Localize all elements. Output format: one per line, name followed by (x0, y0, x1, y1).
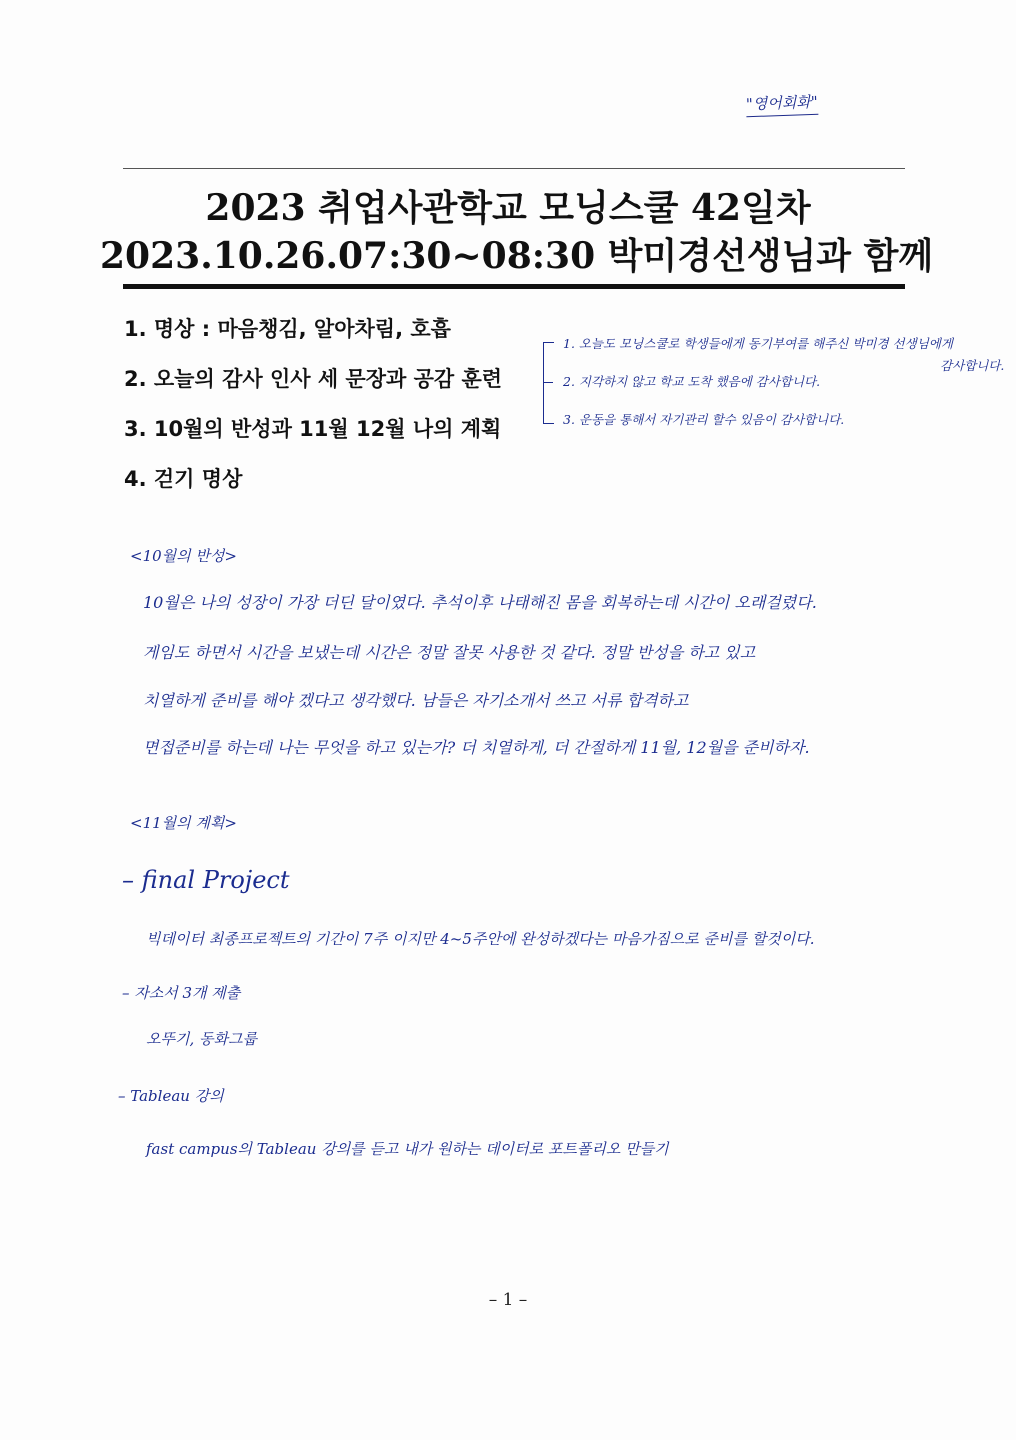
plan-title-final-project: – final Project (122, 866, 290, 894)
november-plan-heading: <11월의 계획> (130, 814, 237, 832)
plan-description: 빅데이터 최종프로젝트의 기간이 7주 이지만 4~5주안에 완성하겠다는 마음가짐으로 준비를 할것이다. (146, 930, 815, 948)
october-reflection-heading: <10월의 반성> (130, 547, 237, 565)
page-subtitle: 2023.10.26.07:30~08:30 박미경선생님과 함께 (100, 235, 934, 277)
october-reflection-line: 치열하게 준비를 해야 겠다고 생각했다. 남들은 자기소개서 쓰고 서류 합격하고 (143, 691, 689, 710)
plan-description: 오뚜기, 동화그룹 (146, 1030, 257, 1048)
plan-title-cover-letters: – 자소서 3개 제출 (122, 984, 241, 1002)
gratitude-line-2: 2. 지각하지 않고 학교 도착 했음에 감사합니다. (563, 374, 821, 389)
october-reflection-line: 10월은 나의 성장이 가장 더딘 달이였다. 추석이후 나태해진 몸을 회복하는데 시간이 오래걸렸다. (143, 593, 817, 612)
title-rule-bottom (123, 284, 905, 289)
page-number: – 1 – (488, 1290, 528, 1310)
agenda-item: 2. 오늘의 감사 인사 세 문장과 공감 훈련 (124, 367, 503, 391)
title-rule-top (123, 168, 905, 169)
gratitude-bracket-tick (543, 382, 553, 383)
agenda-item: 4. 걷기 명상 (124, 467, 243, 491)
agenda-item: 3. 10월의 반성과 11월 12월 나의 계획 (124, 417, 502, 441)
plan-title-tableau: – Tableau 강의 (118, 1087, 224, 1105)
gratitude-line-3: 3. 운동을 통해서 자기관리 할수 있음이 감사합니다. (563, 412, 845, 427)
plan-description: fast campus의 Tableau 강의를 듣고 내가 원하는 데이터로 포트폴리오 만들기 (146, 1140, 669, 1158)
handwritten-stamp: "영어회화" (746, 91, 819, 117)
page-title: 2023 취업사관학교 모닝스쿨 42일차 (205, 187, 811, 229)
gratitude-line-1: 1. 오늘도 모닝스쿨로 학생들에게 동기부여를 해주신 박미경 선생님에게 (563, 336, 953, 351)
agenda-item: 1. 명상 : 마음챙김, 알아차림, 호흡 (124, 317, 451, 341)
agenda-list (124, 312, 544, 512)
october-reflection-line: 면접준비를 하는데 나는 무엇을 하고 있는가? 더 치열하게, 더 간절하게 11월, 12월을 준비하자. (143, 738, 810, 757)
gratitude-line-1-wrap: 감사합니다. (940, 358, 1005, 373)
gratitude-bracket (543, 342, 554, 424)
october-reflection-line: 게임도 하면서 시간을 보냈는데 시간은 정말 잘못 사용한 것 같다. 정말 반성을 하고 있고 (143, 643, 756, 662)
